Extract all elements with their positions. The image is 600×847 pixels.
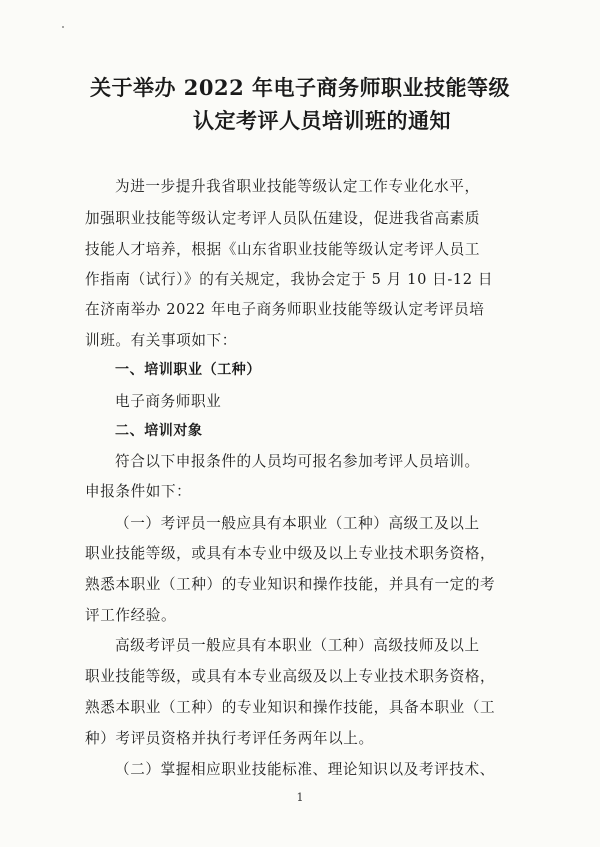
section-2-line-6: 评工作经验。 — [85, 607, 177, 624]
section-1-content: 电子商务师职业 — [115, 393, 222, 410]
section-2-line-7: 高级考评员一般应具有本职业（工种）高级技师及以上 — [115, 637, 480, 654]
intro-line-1: 为进一步提升我省职业技能等级认定工作专业化水平， — [115, 178, 480, 195]
section-2-line-8: 职业技能等级，或具有本专业高级及以上专业技术职务资格， — [85, 668, 496, 685]
intro-line-3: 技能人才培养，根据《山东省职业技能等级认定考评人员工 — [85, 241, 481, 258]
scan-speck — [62, 26, 64, 28]
intro-line-2: 加强职业技能等级认定考评人员队伍建设，促进我省高素质 — [85, 210, 481, 227]
intro-line-4: 作指南（试行）》的有关规定，我协会定于 5 月 10 日-12 日 — [85, 271, 494, 288]
section-2-line-3: （一）考评员一般应具有本职业（工种）高级工及以上 — [115, 515, 480, 532]
section-2-line-9: 熟悉本职业（工种）的专业知识和操作技能，具备本职业（工 — [85, 699, 496, 716]
intro-line-5: 在济南举办 2022 年电子商务师职业技能等级认定考评员培 — [85, 301, 485, 318]
section-1-heading: 一、培训职业（工种） — [115, 362, 261, 378]
page-number: 1 — [296, 791, 304, 804]
intro-line-6: 训班。有关事项如下： — [85, 332, 237, 349]
document-title-line-1: 关于举办 2022 年电子商务师职业技能等级 — [89, 75, 511, 100]
section-2-line-10: 种）考评员资格并执行考评任务两年以上。 — [85, 730, 374, 747]
section-2-line-5: 熟悉本职业（工种）的专业知识和操作技能，并具有一定的考 — [85, 576, 496, 593]
section-2-heading: 二、培训对象 — [115, 423, 203, 439]
document-title-line-2: 认定考评人员培训班的通知 — [193, 108, 451, 133]
section-2-line-1: 符合以下申报条件的人员均可报名参加考评人员培训。 — [115, 453, 480, 470]
section-2-line-11: （二）掌握相应职业技能标准、理论知识以及考评技术、 — [115, 761, 495, 778]
section-2-line-4: 职业技能等级，或具有本专业中级及以上专业技术职务资格， — [85, 545, 496, 562]
section-2-line-2: 申报条件如下： — [85, 483, 192, 500]
